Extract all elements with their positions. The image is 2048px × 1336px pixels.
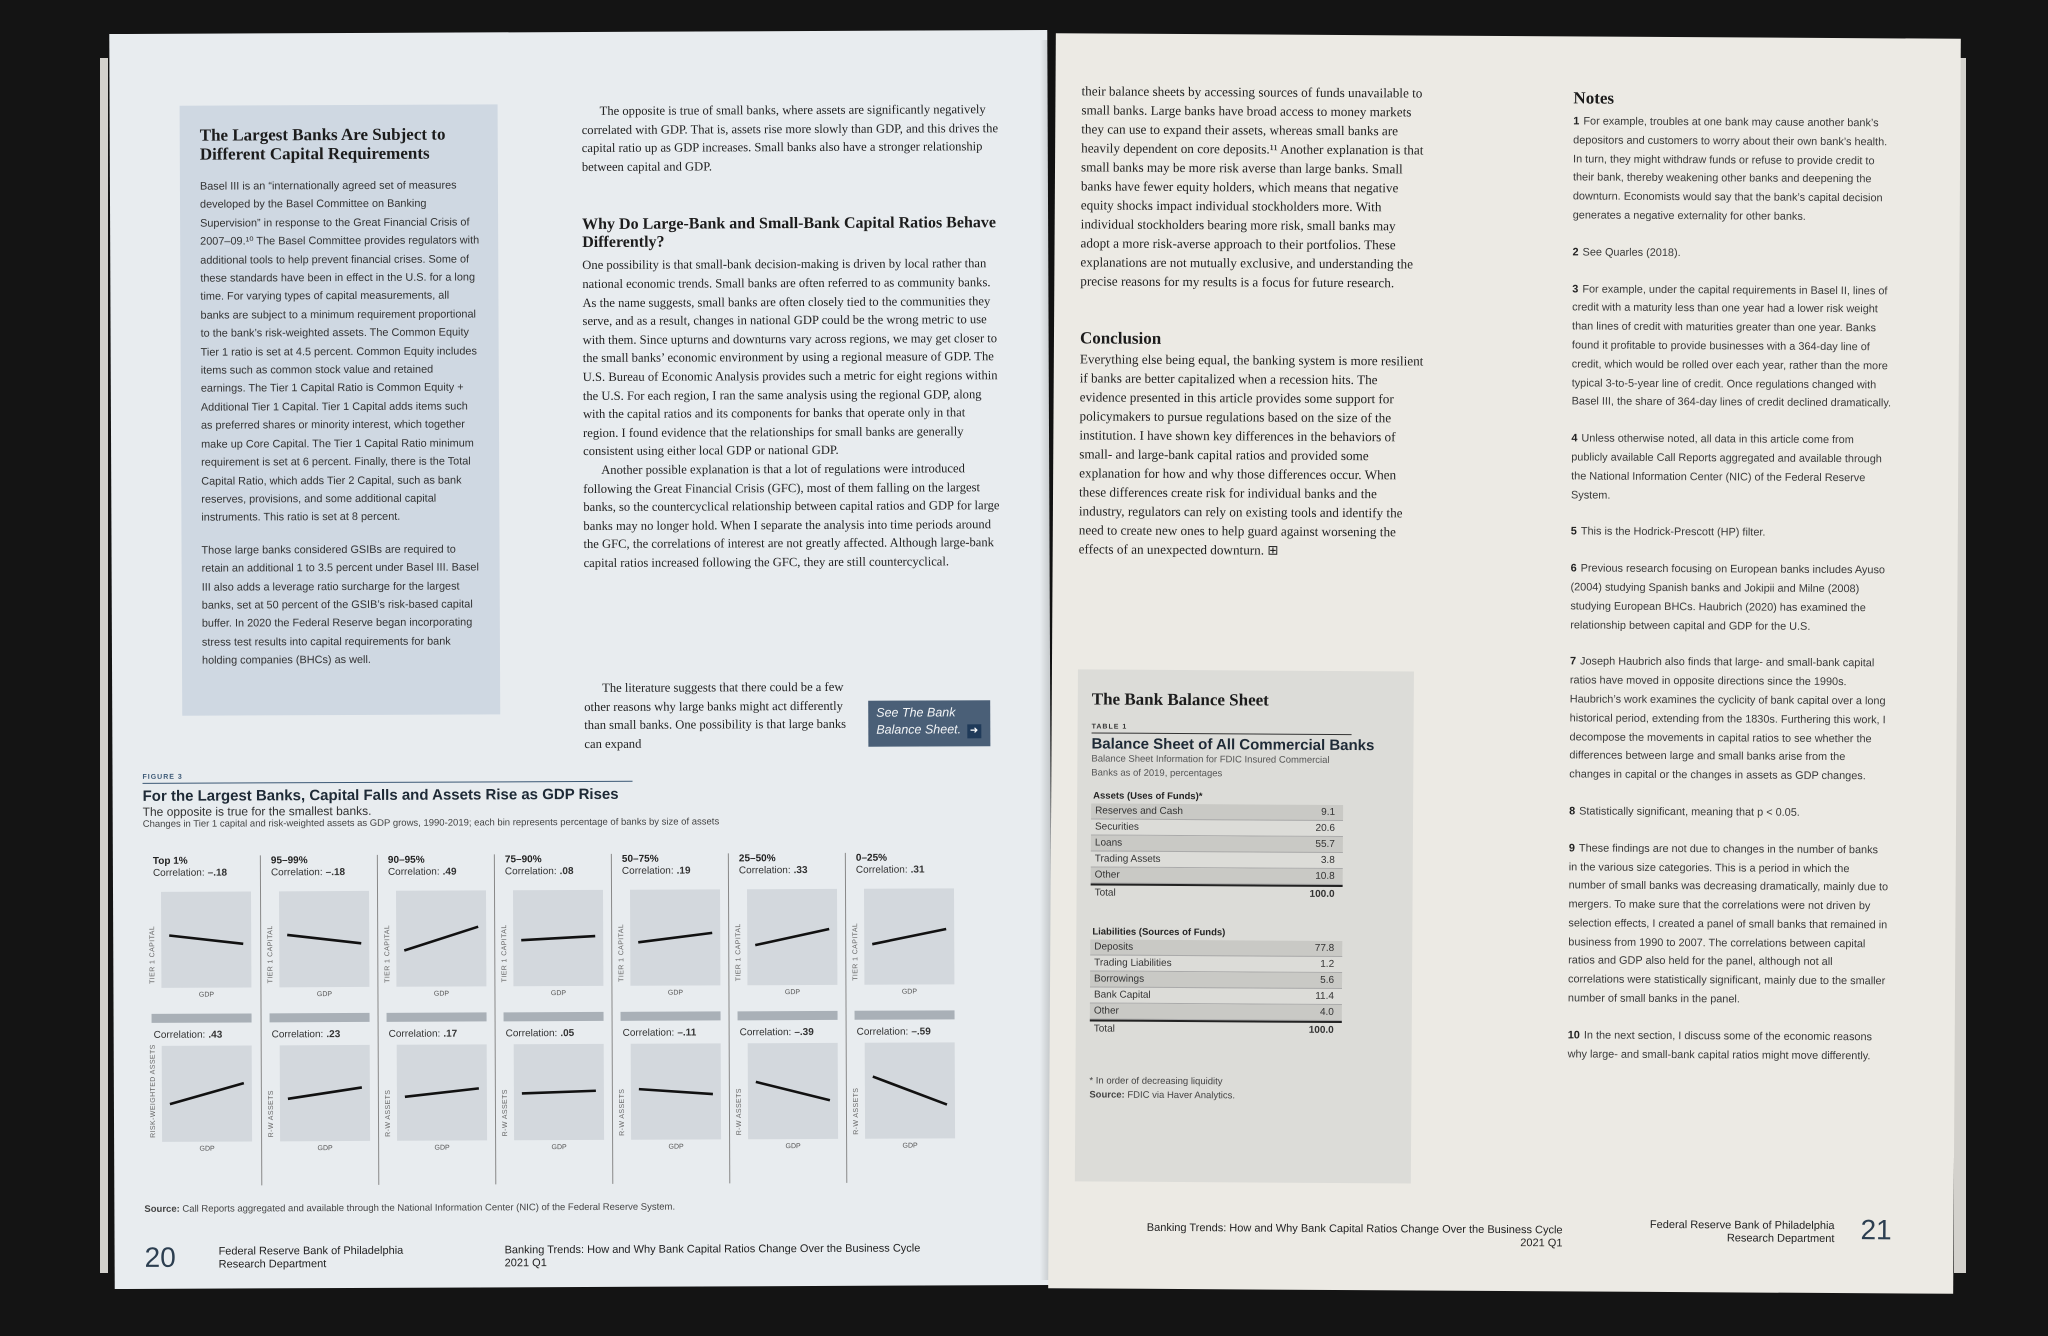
panel-header [271, 855, 308, 867]
table-label: TABLE 1 [1091, 723, 1128, 731]
body-paragraph: Another possible explanation is that a lot of regulations were introduced following the Great Financial Crisis (GFC), most of them falling on the largest banks, so the countercyclical relationship between capital ratios and GDP for large banks may no longer hold. When I separate the analysis into time periods around the GFC, the correlations of interest are not greatly affected. Although large-bank capital ratios increased following the GFC, they are still countercyclical. [583, 461, 1000, 570]
risk-weighted-assets-plot [618, 1043, 721, 1153]
panel-correlation [505, 866, 574, 877]
regression-line [522, 1091, 596, 1094]
table-subtitle-1: Balance Sheet Information for FDIC Insured Commercial [1091, 753, 1330, 766]
body-paragraph: Everything else being equal, the banking system is more resilient if banks are better capitalized when a recession hits. The evidence presented in this article provides some support for policymakers to pursue regulations based on the size of the institution. I have shown key differences in the behaviors of small- and large-bank capital ratios and provided some explanation for how and why those differences occur. When these differences create risk for individual banks and the industry, regulators can rely on existing tools and identify the need to create new ones to help guard against worsening the effects of an unexpected downturn. ⊞ [1078, 351, 1424, 558]
conclusion-heading: Conclusion [1079, 328, 1162, 348]
tier1-capital-plot [269, 891, 369, 1001]
tier1-capital-plot [503, 890, 603, 1000]
y-axis-label: TIER 1 CAPITAL [735, 923, 743, 982]
row-value: 1.2 [1320, 958, 1335, 970]
figure-source [144, 1202, 675, 1215]
row-label: Bank Capital [1093, 989, 1151, 1001]
x-axis-label: GDP [433, 990, 450, 998]
see-balance-sheet-link[interactable] [868, 700, 990, 747]
assets-heading: Assets (Uses of Funds)* [1093, 790, 1203, 803]
page-edge-left [100, 58, 108, 1273]
footer-publication-left [505, 1243, 921, 1271]
body-paragraph: The literature suggests that there could be a few other reasons why large banks might act differently than small banks. One possibility is that large banks can expand [584, 679, 847, 751]
row-value: 100.0 [1309, 888, 1335, 900]
row-label: Total [1093, 1023, 1115, 1035]
x-axis-label: GDP [551, 1144, 567, 1152]
correlation-label: Correlation: [622, 1027, 675, 1039]
table-row [1091, 851, 1343, 869]
panel-correlation [740, 1027, 814, 1038]
table-title: Balance Sheet of All Commercial Banks [1091, 735, 1375, 755]
note-text: For example, troubles at one bank may cause another bank’s depositors and customers to worry about their own bank’s health. In turn, they might withdraw funds or refuse to provide credit to their bank, thereby weakening other banks and deepening the downturn. Economists would say that the bank’s capital decision generates a negative externality for other banks. [1572, 115, 1888, 223]
regression-line [756, 1082, 830, 1101]
figure-source-label: Source: [144, 1203, 180, 1215]
regression-line [170, 1083, 244, 1104]
table-row-total [1091, 883, 1343, 902]
correlation-label: Correlation: [387, 866, 440, 878]
panel-header [739, 853, 776, 865]
x-axis-label: GDP [901, 988, 918, 996]
regression-line [521, 936, 595, 940]
table-row [1090, 939, 1342, 957]
section-heading: Why Do Large-Bank and Small-Bank Capital Ratios Behave Differently? [582, 214, 996, 252]
panel-header [505, 854, 542, 866]
note-number: 2 [1572, 246, 1579, 259]
row-label: Reserves and Cash [1095, 805, 1183, 818]
capital-requirements-sidebar [180, 104, 501, 715]
panel-bin-label: 50–75% [621, 853, 659, 865]
table-source [1089, 1088, 1397, 1104]
regression-line [639, 1089, 713, 1095]
footer-publication-title: Banking Trends: How and Why Bank Capital Ratios Change Over the Business Cycle [1146, 1221, 1563, 1237]
panel-correlation [271, 867, 345, 878]
plot-area [280, 1045, 370, 1141]
right-page [1048, 33, 1961, 1294]
panel-6 [845, 852, 954, 1182]
y-axis-label: TIER 1 CAPITAL [149, 925, 157, 984]
panel-3 [494, 854, 603, 1184]
tier1-capital-plot [854, 888, 954, 998]
y-axis-label: R-W ASSETS [735, 1088, 744, 1136]
note-item [1571, 523, 1891, 544]
row-value: 20.6 [1315, 822, 1336, 834]
plot-area [513, 890, 603, 986]
row-label: Total [1094, 887, 1116, 899]
correlation-label: Correlation: [504, 866, 557, 878]
plot-area [161, 891, 251, 987]
panel-correlation [272, 1029, 341, 1040]
figure-title: For the Largest Banks, Capital Falls and Assets Rise as GDP Rises [142, 785, 619, 805]
risk-weighted-assets-plot [735, 1043, 838, 1153]
panel-correlation [506, 1028, 575, 1039]
note-number: 4 [1571, 432, 1578, 445]
y-axis-label: TIER 1 CAPITAL [852, 922, 860, 981]
panel-bin-label: 25–50% [738, 853, 776, 865]
correlation-value: .33 [793, 865, 808, 877]
risk-weighted-assets-plot [149, 1044, 252, 1155]
panel-4 [611, 853, 720, 1183]
x-axis-label: GDP [667, 989, 684, 997]
liabilities-heading: Liabilities (Sources of Funds) [1092, 926, 1226, 939]
body-paragraph: The opposite is true of small banks, where assets are significantly negatively correlated with GDP. That is, assets rise more slowly than GDP, and this drives the capital ratio up as GDP increases. Small banks also have a stronger relationship between capital and GDP. [581, 102, 999, 174]
panel-bin-label: 75–90% [504, 854, 542, 866]
y-axis-label: TIER 1 CAPITAL [618, 923, 626, 982]
page-number-right: 21 [1860, 1214, 1892, 1246]
table-row [1090, 971, 1342, 989]
plot-area [747, 889, 837, 985]
regression-line [872, 929, 946, 944]
y-axis-label: TIER 1 CAPITAL [501, 924, 509, 983]
correlation-label: Correlation: [271, 1029, 324, 1041]
row-label: Loans [1094, 837, 1123, 849]
figure-rule [143, 781, 633, 784]
panel-divider [738, 1011, 838, 1020]
note-text: For example, under the capital requirements in Basel II, lines of credit with a maturity less than one year had a lower risk weight than lines of credit with maturities greater than one year. Banks found it profitable to provide businesses with a 364-day line of credit, which would be rolled over each year, rather than the more typical 3-to-5-year line of credit. Once regulations changed with Basel III, the share of 364-day lines of credit declined dramatically. [1571, 283, 1892, 410]
x-axis-label: GDP [317, 1145, 333, 1153]
correlation-label: Correlation: [855, 864, 908, 876]
y-axis-label: R-W ASSETS [267, 1090, 276, 1138]
plot-area [748, 1043, 838, 1139]
correlation-value: –.39 [794, 1026, 814, 1039]
panel-header [388, 855, 425, 867]
notes-list [1568, 112, 1894, 1065]
footer-publication-issue: 2021 Q1 [1520, 1237, 1563, 1250]
regression-line [755, 929, 829, 945]
panel-divider [621, 1011, 721, 1020]
row-value: 77.8 [1314, 942, 1335, 954]
panel-header [153, 856, 188, 868]
footer-org-name: Federal Reserve Bank of Philadelphia [218, 1244, 404, 1258]
x-axis-label: GDP [902, 1142, 918, 1150]
article-body-right [1079, 81, 1426, 560]
y-axis-label: TIER 1 CAPITAL [267, 925, 275, 984]
regression-line [405, 1088, 479, 1096]
panel-divider [855, 1010, 955, 1019]
correlation-label: Correlation: [856, 1026, 909, 1038]
plot-area [865, 1042, 955, 1138]
figure-subtitle: The opposite is true for the smallest banks. [142, 803, 372, 819]
panel-1 [260, 855, 369, 1185]
footer-org-dept: Research Department [218, 1258, 327, 1271]
assets-table [1091, 803, 1399, 885]
x-axis-label: GDP [199, 1145, 215, 1153]
plot-area [279, 891, 369, 987]
risk-weighted-assets-plot [501, 1044, 604, 1154]
correlation-label: Correlation: [621, 865, 674, 877]
article-body-left-end [584, 678, 856, 754]
risk-weighted-assets-plot [384, 1044, 487, 1154]
note-number: 9 [1568, 842, 1575, 855]
risk-weighted-assets-plot [267, 1045, 370, 1155]
regression-line [404, 927, 478, 951]
plot-area [864, 888, 954, 984]
note-number: 8 [1569, 805, 1576, 818]
plot-area [162, 1045, 252, 1141]
panel-5 [728, 853, 837, 1183]
correlation-label: Correlation: [739, 1027, 792, 1039]
footer-org-name: Federal Reserve Bank of Philadelphia [1649, 1218, 1835, 1233]
row-value: 5.6 [1320, 974, 1335, 986]
correlation-value: .23 [326, 1029, 341, 1041]
note-number: 3 [1572, 282, 1579, 296]
regression-line [873, 1076, 947, 1105]
panel-divider [270, 1013, 370, 1022]
table-row [1090, 987, 1342, 1005]
tier1-capital-plot [620, 889, 720, 999]
table-row [1090, 1003, 1342, 1021]
correlation-value: .31 [910, 864, 925, 876]
sidebar-paragraph: Those large banks considered GSIBs are required to retain an additional 1 to 3.5 percent under Basel III. Basel III also adds a leverage ratio surcharge for the largest banks, set at 50 percent of the GSIB’s risk-based capital buffer. In 2020 the Federal Reserve began incorporating stress test results into capital requirements for bank holding companies (BHCs) as well. [201, 543, 479, 667]
panel-correlation [856, 865, 925, 876]
y-axis-label: R-W ASSETS [618, 1088, 627, 1136]
row-label: Securities [1094, 821, 1139, 833]
regression-line [287, 935, 361, 944]
x-axis-label: GDP [198, 991, 215, 999]
x-axis-label: GDP [785, 1143, 801, 1151]
article-body-left [582, 100, 1002, 572]
note-item [1572, 243, 1892, 264]
panel-0 [143, 855, 252, 1185]
y-axis-label: TIER 1 CAPITAL [384, 924, 392, 983]
row-value: 4.0 [1319, 1006, 1334, 1018]
panel-correlation [739, 865, 808, 876]
liabilities-table [1090, 939, 1398, 1021]
table-row [1091, 819, 1343, 837]
correlation-value: .19 [676, 865, 691, 877]
correlation-value: –.59 [911, 1026, 931, 1038]
tier1-capital-plot [386, 890, 486, 1000]
regression-line [288, 1087, 362, 1098]
risk-weighted-assets-plot [852, 1042, 955, 1152]
correlation-value: –.11 [677, 1027, 697, 1039]
row-label: Other [1093, 1005, 1119, 1017]
plot-area [630, 889, 720, 985]
figure-panels [143, 852, 964, 1194]
x-axis-label: GDP [316, 991, 333, 999]
note-item [1568, 1026, 1888, 1066]
table-footnote: * In order of decreasing liquidity [1089, 1075, 1223, 1088]
balance-sheet-box-title: The Bank Balance Sheet [1091, 689, 1269, 710]
correlation-value: .05 [560, 1028, 575, 1040]
row-value: 11.4 [1315, 990, 1334, 1002]
table-rule [1092, 732, 1352, 735]
panel-correlation [153, 868, 227, 879]
figure-label: FIGURE 3 [142, 773, 183, 781]
correlation-value: .43 [208, 1029, 223, 1041]
body-paragraph: One possibility is that small-bank decision-making is driven by local rather than national economic trends. Small banks are often referred to as community banks. As the name suggests, small banks are often closely tied to the communities they serve, and as a result, changes in national GDP could be the wrong metric to use with them. Since upturns and downturns vary across regions, we may get closer to the small banks’ economic environment by using a regional measure of GDP. The U.S. Bureau of Economic Analysis provides such a metric for eight regions within the U.S. For each region, I ran the same analysis using the regional GDP, along with the capital ratios and its components for banks that operate only in that region. I found evidence that the relationships for small banks are generally consistent using either local GDP or national GDP. [582, 256, 998, 459]
panel-correlation [389, 1029, 458, 1040]
footer-org-left [219, 1245, 404, 1272]
plot-area [396, 890, 486, 986]
correlation-label: Correlation: [505, 1028, 558, 1040]
table-row [1090, 955, 1342, 973]
x-axis-label: GDP [784, 989, 801, 997]
correlation-label: Correlation: [152, 867, 205, 879]
panel-bin-label: 0–25% [855, 852, 888, 864]
see-balance-sheet-label: See The Bank Balance Sheet. [876, 705, 962, 737]
table-row [1091, 803, 1343, 821]
note-item [1569, 802, 1889, 823]
panel-correlation [388, 867, 457, 878]
note-item [1569, 653, 1890, 787]
row-value: 55.7 [1315, 838, 1335, 850]
arrow-right-icon: ➜ [967, 724, 981, 738]
note-number: 5 [1570, 525, 1577, 538]
x-axis-label: GDP [550, 990, 567, 998]
note-text: Unless otherwise noted, all data in this article come from publicly available Call Reports aggregated and available through the National Information Center (NIC) of the Federal Reserve System. [1570, 432, 1882, 502]
figure-source-text: Call Reports aggregated and available through the National Information Center (NIC) of the Federal Reserve System. [182, 1201, 676, 1215]
y-axis-label: R-W ASSETS [501, 1089, 510, 1137]
body-paragraph: their balance sheets by accessing sources of funds unavailable to small banks. Large banks have broad access to money markets they can use to expand their assets, whereas small banks are heavily dependent on core deposits.¹¹ Another explanation is that small banks may be more risk averse than large banks. Small banks have fewer equity holders, which means that negative equity shocks impact individual stockholders more. With individual stockholders bearing more risk, small banks may adopt a more risk-averse approach to their portfolios. These explanations are not mutually exclusive, and understanding the precise reasons for my results is a focus for future research. [1080, 83, 1424, 291]
note-item [1571, 430, 1891, 507]
note-text: In the next section, I discuss some of the economic reasons why large- and small-bank capital ratios might move differently. [1567, 1029, 1873, 1062]
row-label: Trading Assets [1094, 853, 1161, 865]
note-number: 10 [1567, 1029, 1580, 1042]
correlation-value: –.18 [207, 867, 228, 879]
note-text: These findings are not due to changes in the number of banks in the various size categories. This is a period in which the number of small banks was decreasing dramatically, mainly due to mergers. To make sure that the correlations were not driven by selection effects, I created a panel of small banks that remained in business from 1990 to 2007. The correlations between capital ratios and GDP also held for the panel, although not all correlations were statistically significant, mainly due to the smaller number of small banks in the panel. [1567, 842, 1889, 1006]
row-value: 10.8 [1315, 870, 1335, 882]
panel-correlation [622, 866, 691, 877]
footer-publication-right [1082, 1221, 1562, 1250]
x-axis-label: GDP [668, 1143, 684, 1151]
correlation-label: Correlation: [738, 865, 791, 877]
panel-divider [387, 1012, 487, 1021]
page-number-left: 20 [144, 1241, 176, 1273]
note-item [1572, 280, 1893, 414]
plot-area [397, 1044, 487, 1140]
regression-line [638, 933, 712, 942]
panel-bin-label: 90–95% [387, 854, 425, 866]
note-item [1573, 112, 1894, 227]
footer-org-dept: Research Department [1726, 1232, 1835, 1246]
tier1-capital-plot [737, 889, 837, 999]
footer-publication-issue: 2021 Q1 [504, 1257, 547, 1270]
row-label: Borrowings [1094, 973, 1145, 985]
row-label: Other [1094, 869, 1120, 881]
plot-area [514, 1044, 604, 1140]
table-row [1091, 835, 1343, 853]
x-axis-label: GDP [434, 1144, 450, 1152]
panel-bin-label: Top 1% [152, 855, 188, 867]
note-number: 6 [1570, 562, 1577, 575]
table-row-total [1090, 1019, 1342, 1038]
y-axis-label: R-W ASSETS [384, 1089, 393, 1137]
row-label: Trading Liabilities [1094, 957, 1172, 969]
y-axis-label: RISK-WEIGHTED ASSETS [149, 1044, 158, 1138]
note-text: This is the Hodrick-Prescott (HP) filter. [1580, 525, 1766, 539]
note-text: See Quarles (2018). [1582, 246, 1681, 259]
note-text: Previous research focusing on European banks includes Ayuso (2004) studying Spanish banks and Jokipii and Milne (2008) studying European BHCs. Haubrich (2020) has examined the relationship between capital and GDP for the U.S. [1570, 562, 1886, 633]
table-subtitle-2: Banks as of 2019, percentages [1091, 767, 1223, 780]
correlation-value: .17 [443, 1028, 458, 1040]
figure-description: Changes in Tier 1 capital and risk-weighted assets as GDP grows, 1990-2019; each bin represents percentage of banks by size of assets [142, 816, 720, 830]
y-axis-label: R-W ASSETS [852, 1087, 861, 1135]
notes-title: Notes [1573, 88, 1615, 108]
panel-bin-label: 95–99% [270, 855, 308, 867]
panel-divider [152, 1013, 252, 1022]
panel-2 [377, 854, 486, 1184]
row-value: 9.1 [1321, 806, 1336, 818]
row-label: Deposits [1094, 941, 1134, 953]
note-item [1568, 839, 1889, 1010]
correlation-value: .49 [442, 866, 457, 878]
panel-correlation [857, 1026, 931, 1037]
row-value: 3.8 [1320, 854, 1335, 866]
panel-header [622, 854, 659, 866]
footer-org-right [1604, 1219, 1834, 1246]
bank-balance-sheet-box [1075, 669, 1414, 1183]
table-source-text: FDIC via Haver Analytics. [1127, 1089, 1236, 1102]
correlation-value: –.18 [325, 867, 346, 879]
regression-line [169, 935, 243, 944]
left-page [109, 30, 1052, 1289]
note-text: Statistically significant, meaning that p < 0.05. [1579, 805, 1800, 819]
sidebar-paragraph: Basel III is an “internationally agreed set of measures developed by the Basel Committee on Banking Supervision” in response to the Great Financial Crisis of 2007–09.¹⁰ The Basel Committee provides regulators with additional tools to help prevent financial crises. Some of these standards have been in effect in the U.S. for a long time. For varying types of capital measurements, all banks are subject to a minimum requirement proportional to the bank’s risk-weighted assets. The Common Equity Tier 1 ratio is set at 4.5 percent. Common Equity includes items such as common stock value and retained earnings. The Tier 1 Capital Ratio is Common Equity + Additional Tier 1 Capital. Tier 1 Capital adds items such as preferred shares or minority interest, which together make up Core Capital. The Tier 1 Capital Ratio minimum requirement is set at 6 percent. Finally, there is the Total Capital Ratio, which adds Tier 2 Capital, such as bank reserves, provisions, and some additional capital instruments. This ratio is set at 8 percent. [199, 179, 480, 524]
panel-correlation [154, 1030, 223, 1041]
sidebar-title: The Largest Banks Are Subject to Different Capital Requirements [199, 124, 446, 164]
correlation-label: Correlation: [270, 867, 323, 879]
panel-divider [504, 1012, 604, 1021]
row-value: 100.0 [1308, 1024, 1334, 1036]
note-number: 7 [1569, 655, 1577, 668]
footer-publication-title: Banking Trends: How and Why Bank Capital Ratios Change Over the Business Cycle [504, 1242, 921, 1257]
panel-header [856, 853, 887, 865]
correlation-label: Correlation: [388, 1028, 441, 1040]
figure-3 [142, 770, 964, 1234]
panel-correlation [623, 1028, 697, 1039]
correlation-value: .08 [559, 866, 574, 878]
note-number: 1 [1573, 115, 1580, 128]
correlation-label: Correlation: [153, 1029, 206, 1041]
note-text: Joseph Haubrich also finds that large- and small-bank capital ratios have moved in opposite directions since the 1990s. Haubrich’s work examines the cyclicity of bank capital over a long historical period, extending from the 1830s. Furthering this work, I decompose the movements in capital ratios to see whether the differences between large and small banks arise from the changes in capital or the changes in assets as GDP changes. [1569, 655, 1886, 783]
note-item [1570, 560, 1890, 637]
plot-area [631, 1043, 721, 1139]
table-source-label: Source: [1089, 1089, 1125, 1101]
table-row [1091, 867, 1343, 885]
notes-section [1567, 88, 1893, 1083]
tier1-capital-plot [151, 891, 251, 1001]
